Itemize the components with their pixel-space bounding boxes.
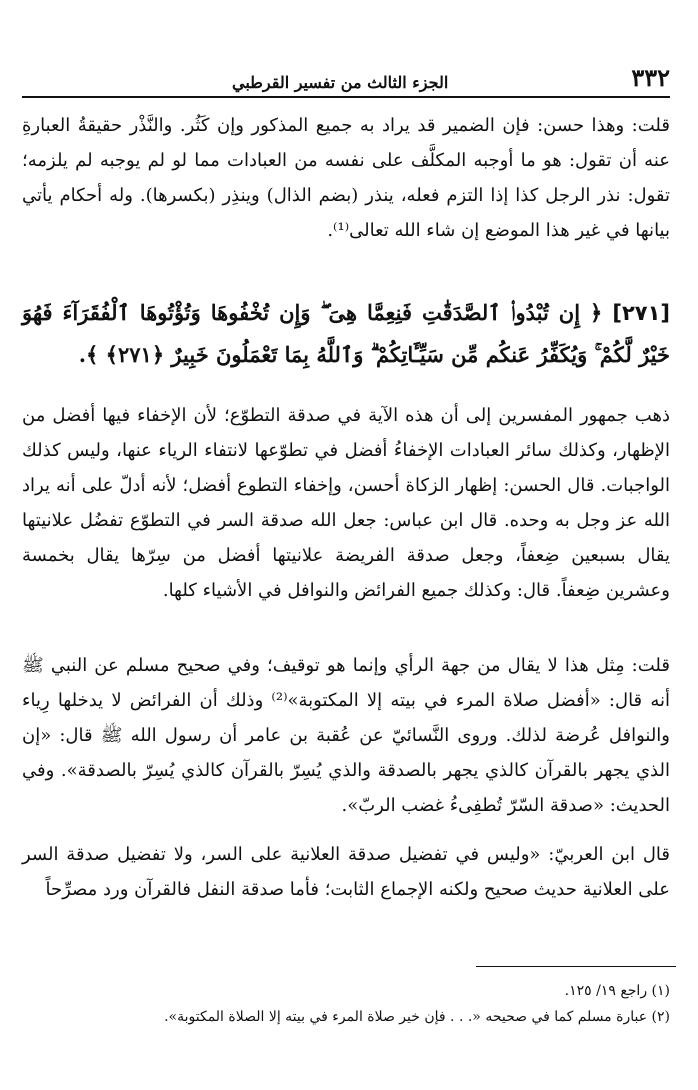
paragraph-text: قلت: مِثل هذا لا يقال من جهة الرأي وإنما هو توقيف؛ وفي صحيح مسلم عن النبي ﷺ أنه قال: «أفضل صلاة المرء في بيته إلا المكتوبة»⁽²⁾ وذلك أن الفرائض لا يدخلها رِياء والنوافل عُرضة لذلك. وروى النَّسائيّ عن عُقبة بن عامر أن رسول الله ﷺ قال: «إن الذي يجهر بالقرآن كالذي يجهر بالصدقة والذي يُسِرّ بالقرآن كالذي يُسِرّ بالصدقة». وفي الحديث: «صدقة السّرّ تُطفِىءُ غضب الربّ». [22,655,670,816]
page-header [22,62,670,92]
verse-text: ﴿ إِن تُبْدُوا۟ ٱلصَّدَقَٰتِ فَنِعِمَّا هِىَ ۖ وَإِن تُخْفُوهَا وَتُؤْتُوهَا ٱلْفُقَرَآءَ فَهُوَ خَيْرٌ لَّكُمْ ۚ وَيُكَفِّرُ عَنكُم مِّن سَيِّـَٔاتِكُمْ ۗ وَٱللَّهُ بِمَا تَعْمَلُونَ خَبِيرٌ ﴿٢٧١﴾ ﴾. [22,300,670,367]
footnotes [22,978,670,1030]
header-rule [22,96,670,98]
paragraph-text: ذهب جمهور المفسرين إلى أن هذه الآية في صدقة التطوّع؛ لأن الإخفاء فيها أفضل من الإظهار، وكذلك سائر العبادات الإخفاءُ أفضل في تطوّعها لانتفاء الرياء عنها، وليس كذلك الواجبات. قال الحسن: إظهار الزكاة أحسن، وإخفاء التطوع أفضل؛ لأنه أدلّ على أنه يراد الله عز وجل به وحده. قال ابن عباس: جعل الله صدقة السر في التطوّع تفضُل علانيتها يقال بسبعين ضِعفاً، وجعل صدقة الفريضة علانيتها أفضل من سِرّها يقال بخمسة وعشرين ضِعفاً. قال: وكذلك جميع الفرائض والنوافل في الأشياء كلها. [22,405,671,601]
page-number: ٣٣٢ [631,63,670,92]
paragraph-commentary-3 [22,648,670,823]
footnote-1: (١) راجع ١٩/ ١٢٥. [564,983,670,999]
footnote-2: (٢) عبارة مسلم كما في صحيحه «. . . فإن خير صلاة المرء في بيته إلا الصلاة المكتوبة». [164,1009,670,1025]
paragraph-commentary-4 [22,837,670,907]
footnote-rule [476,966,676,967]
paragraph-text: قلت: وهذا حسن: فإن الضمير قد يراد به جميع المذكور وإن كَثُر. والنَّذْر حقيقةُ العبارةِ عنه أن تقول: هو ما أوجبه المكلَّف على نفسه من العبادات مما لو لم يوجبه لم يلزمه؛ تقول: نذر الرجل كذا إذا التزم فعله، ينذر (بضم الذال) وينذِر (بكسرها). وله أحكام يأتي بيانها في غير هذا الموضع إن شاء الله تعالى⁽¹⁾. [22,115,670,241]
paragraph-text: قال ابن العربيّ: «وليس في تفضيل صدقة العلانية على السر، ولا تفضيل صدقة السر على العلانية حديث صحيح ولكنه الإجماع الثابت؛ فأما صدقة النفل فالقرآن ورد مصرِّحاً [22,844,670,900]
quran-verse [22,292,670,376]
running-title: الجزء الثالث من تفسير القرطبي [232,73,449,92]
paragraph-commentary-2 [22,398,670,608]
verse-number: [٢٧١] [612,301,670,325]
paragraph-commentary-1 [22,108,670,248]
